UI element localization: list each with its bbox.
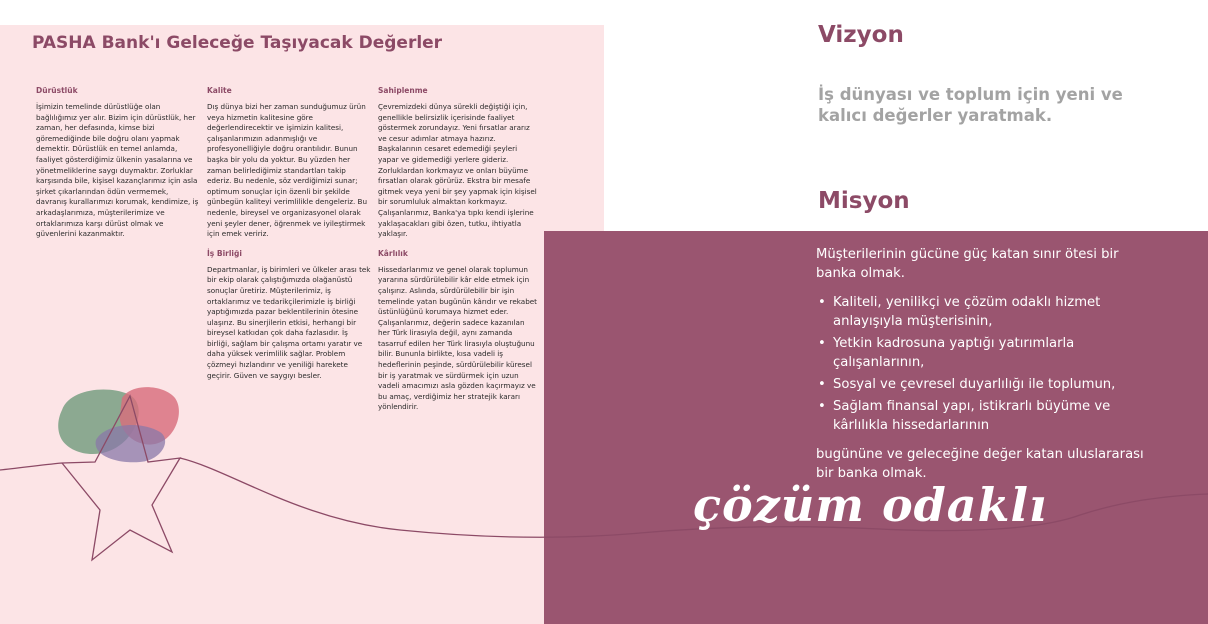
purple-blob [96, 425, 166, 462]
value-heading-ownership: Sahiplenme [378, 86, 428, 95]
color-blobs [58, 387, 179, 462]
vision-title: Vizyon [818, 22, 904, 48]
mission-content [816, 245, 1156, 483]
value-heading-quality: Kalite [207, 86, 232, 95]
mission-bullet: • Kaliteli, yenilikçi ve çözüm odaklı hizmet anlayışıyla müşterisinin, [816, 293, 1156, 331]
mission-outro: bugününe ve geleceğine değer katan uluslararası bir banka olmak. [816, 447, 1144, 481]
mission-bullet: • Sosyal ve çevresel duyarlılığı ile toplumun, [816, 375, 1156, 394]
values-title: PASHA Bank'ı Geleceğe Taşıyacak Değerler [32, 33, 443, 53]
value-text-ownership: Çevremizdeki dünya sürekli değiştiği için, genellikle belirsizlik içerisinde faaliyet göstermek zorundayız. Yeni fırsatlar ararız ve cesur adımlar atmaya hazırız. Başkalarının cesaret edemediği şeyleri yapar ve gidemediği yerlere gideriz. Zorluklardan korkmayız ve onları büyüme fırsatları olarak görürüz. Ekstra bir mesafe gitmek veya yeni bir şey yapmak için kişisel bir sorumluluk almaktan korkmayız. Çalışanlarımız, Banka'ya tıpkı kendi işlerine yaklaşacakları gibi özen, tutku, ihtiyatla yaklaşır. [378, 102, 537, 239]
value-text-profitability: Hissedarlarımız ve genel olarak toplumun yararına sürdürülebilir kâr elde etmek için çalışırız. Aslında, sürdürülebilir bir işin temelinde yatan bugünün kârıdır ve rekabet üstünlüğünü korumaya hizmet eder. Çalışanlarımız, değerin sadece kazanılan her Türk lirasıyla değil, aynı zamanda tasarruf edilen her Türk lirasıyla oluştuğunu bilir. Bununla birlikte, kısa vadeli iş hedeflerinin peşinde, sürdürülebilir küresel bir iş yaratmak ve sürdürmek için uzun vadeli amacımızı asla gözden kaçırmayız ve bu amaç, verdiğimiz her stratejik kararı yönlendirir. [378, 264, 538, 412]
mission-intro: Müşterilerinin gücüne güç katan sınır ötesi bir banka olmak. [816, 247, 1119, 281]
values-column-1 [36, 86, 201, 249]
value-heading-collaboration: İş Birliği [207, 248, 242, 258]
mission-bullet: • Sağlam finansal yapı, istikrarlı büyüme ve kârlılıkla hissedarlarının [816, 397, 1156, 435]
value-heading-honesty: Dürüstlük [36, 86, 78, 95]
mission-bullet-list [816, 293, 1156, 435]
mission-bullet: • Yetkin kadrosuna yaptığı yatırımlarla çalışanlarının, [816, 334, 1156, 372]
vision-text: İş dünyası ve toplum için yeni ve kalıcı değerler yaratmak. [818, 85, 1123, 125]
script-slogan: çözüm odaklı [693, 478, 1048, 532]
values-column-2 [207, 86, 372, 390]
value-heading-profitability: Kârlılık [378, 248, 408, 258]
value-text-quality: Dış dünya bizi her zaman sunduğumuz ürün veya hizmetin kalitesine göre değerlendirecektir ve işimizin kalitesi, çalışanlarımızın adanmışlığı ve profesyonelliğiyle doğru orantılıdır. Bunun başka bir yolu da yoktur. Bu yüzden her zaman belirlediğimiz standartları takip ederiz. Bu nedenle, söz verdiğimizi sunar; optimum sonuçlar için özenli bir şekilde günbegün kaliteyi verimlilikle dengeleriz. Bu nedenle, bireysel ve organizasyonel olarak yeni şeyler dener, öğrenmek ve iyileştirmek için emek veririz. [207, 102, 368, 239]
value-text-collaboration: Departmanlar, iş birimleri ve ülkeler arası tek bir ekip olarak çalıştığımızda olağanüstü sonuçlar üretiriz. Müşterilerimiz, iş ortaklarımız ve tedarikçilerimizle iş birliği yaptığımızda pazar beklentilerinin ötesine ulaşırız. Bu sinerjilerin etkisi, herhangi bir bireysel katkıdan çok daha fazlasıdır. İş birliği, sağlam bir çalışma ortamı yaratır ve daha yüksek verimlilik sağlar. Problem çözmeyi hızlandırır ve yeniliği harekete geçirir. Güven ve saygıyı besler. [207, 264, 371, 380]
mission-title: Misyon [818, 188, 910, 214]
value-text-honesty: İşimizin temelinde dürüstlüğe olan bağlılığımız yer alır. Bizim için dürüstlük, her zaman, her defasında, kimse bizi göremediğinde bile doğru olanı yapmak demektir. Dürüstlük en temel anlamda, faaliyet gösterdiğimiz ülkenin yasalarına ve yönetmeliklerine saygı duymaktır. Zorluklar karşısında bile, kişisel kazançlarımız için asla şirket çıkarlarından ödün vermemek, davranış kurallarımızı korumak, kendimize, iş arkadaşlarımıza, müşterilerimize ve ortaklarımıza karşı dürüst olmak ve güvenlerini kazanmaktır. [36, 102, 199, 239]
values-column-3 [378, 86, 538, 422]
